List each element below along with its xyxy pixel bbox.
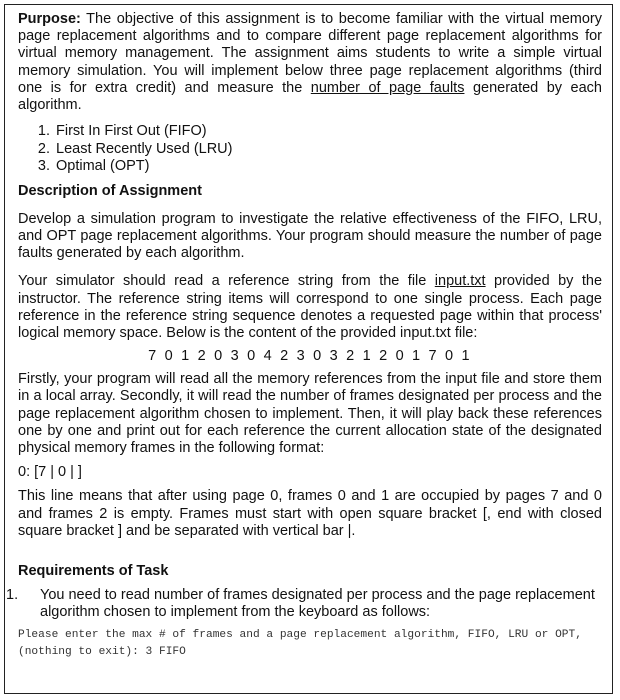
console-prompt: Please enter the max # of frames and a page replacement algorithm, FIFO, LRU or OPT, (nothing to exit): 3 FIFO	[18, 629, 582, 659]
description-paragraph-2	[18, 273, 602, 342]
algorithm-list	[18, 123, 602, 176]
document-frame	[4, 4, 613, 694]
description-paragraph-2-end: provided by the instructor. The reference string items will correspond to one single process. Each page reference in the reference string sequence denotes a requested page within that process' logical memory space. Below is the content of the provided input.txt file:	[18, 273, 603, 341]
reference-string: 7 0 1 2 0 3 0 4 2 3 0 3 2 1 2 0 1 7 0 1	[148, 348, 472, 365]
page-faults-emphasis: number of page faults	[310, 79, 465, 96]
algorithm-item-lru: 2. Least Recently Used (LRU)	[54, 141, 602, 159]
requirements-list	[6, 586, 602, 621]
requirement-number: 1.	[6, 586, 19, 603]
algorithm-item-opt: 3. Optimal (OPT)	[54, 158, 602, 176]
document-content	[6, 11, 603, 661]
description-paragraph-4: This line means that after using page 0, frames 0 and 1 are occupied by pages 7 and 0 and frames 2 is empty. Frames must start with open square bracket [, end with closed square bracket ] and be separated with vertical bar |.	[18, 488, 602, 539]
requirement-text: You need to read number of frames designated per process and the page replacement algorithm chosen to implement from the keyboard as follows:	[40, 586, 595, 621]
algorithm-item-fifo: 1. First In First Out (FIFO)	[54, 123, 602, 141]
description-paragraph-2-start: Your simulator should read a reference string from the file	[18, 273, 435, 290]
purpose-text-end: generated by each algorithm.	[18, 79, 602, 114]
description-paragraph-1: Develop a simulation program to investigate the relative effectiveness of the FIFO, LRU, and OPT page replacement algorithms. Your program should measure the number of page faults generated by each algorithm.	[18, 210, 602, 262]
purpose-label: Purpose:	[18, 11, 81, 27]
requirements-heading: Requirements of Task	[18, 562, 169, 579]
description-heading: Description of Assignment	[18, 182, 202, 199]
format-example: 0: [7 | 0 | ]	[18, 464, 82, 481]
purpose-paragraph	[18, 11, 602, 114]
input-file-link: input.txt	[434, 273, 486, 290]
purpose-text: The objective of this assignment is to become familiar with the virtual memory page replacement algorithms and to compare different page replacement algorithms for virtual memory management. The assignment aims students to write a simple virtual memory simulation. You will implement below three page replacement algorithms (third one is for extra credit) and measure the	[18, 11, 602, 96]
description-paragraph-3: Firstly, your program will read all the memory references from the input file and store them in a local array. Secondly, it will read the number of frames designated per process and the page replacement algorithm chosen to implement. Then, it will play back these references one by one and print out for each reference the current allocation state of the designated physical memory frames in the following format:	[18, 371, 602, 456]
requirement-item	[6, 586, 602, 621]
